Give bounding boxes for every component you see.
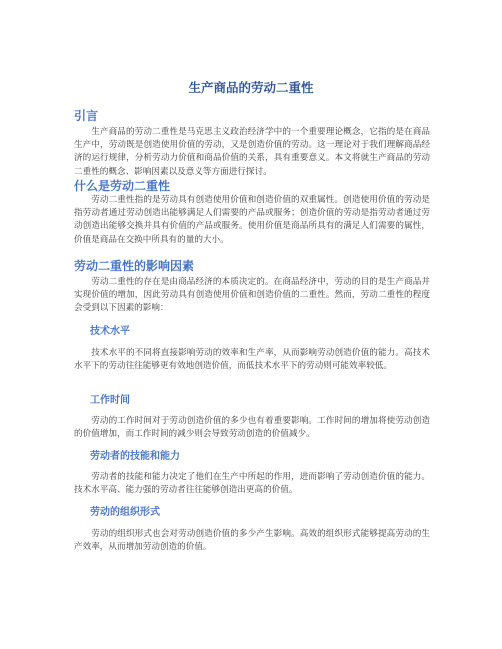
paragraph-worker-skills: 劳动者的技能和能力决定了他们在生产中所起的作用，进而影响了劳动创造价值的能力。技术水平高、能力强的劳动者往往能够创造出更高的价值。	[74, 472, 430, 496]
paragraph-labor-organization: 劳动的组织形式也会对劳动创造价值的多少产生影响。高效的组织形式能够提高劳动的生产效率，从而增加劳动创造的价值。	[74, 529, 430, 553]
subheading-technology-level: 技术水平	[90, 326, 130, 337]
heading-factors: 劳动二重性的影响因素	[74, 259, 195, 273]
paragraph-factors: 劳动二重性的存在是由商品经济的本质决定的。在商品经济中，劳动的目的是生产商品并实现价值的增加，因此劳动具有创造使用价值和创造价值的二重性。然而，劳动二重性的程度会受到以下因素的影响：	[74, 277, 430, 314]
paragraph-working-time: 劳动的工作时间对于劳动创造价值的多少也有着重要影响。工作时间的增加将使劳动创造的价值增加，而工作时间的减少则会导致劳动创造的价值减少。	[74, 416, 430, 440]
paragraph-definition: 劳动二重性指的是劳动具有创造使用价值和创造价值的双重属性。创造使用价值的劳动是指劳动者通过劳动创造出能够满足人们需要的产品或服务；创造价值的劳动是指劳动者通过劳动创造出能够交换并具有价值的产品或服务。使用价值是商品所具有的满足人们需要的属性，价值是商品在交换中所具有的量的大小。	[74, 195, 430, 245]
heading-definition: 什么是劳动二重性	[74, 179, 171, 193]
subheading-labor-organization: 劳动的组织形式	[90, 507, 160, 518]
paragraph-introduction: 生产商品的劳动二重性是马克思主义政治经济学中的一个重要理论概念，它指的是在商品生产中，劳动既是创造使用价值的劳动，又是创造价值的劳动。这一理论对于我们理解商品经济的运行规律，分析劳动力价值和商品价值的关系，具有重要意义。本文将就生产商品的劳动二重性的概念、影响因素以及意义等方面进行探讨。	[74, 127, 430, 177]
document-title: 生产商品的劳动二重性	[188, 80, 314, 95]
heading-introduction: 引言	[74, 109, 99, 123]
subheading-working-time: 工作时间	[90, 395, 130, 406]
subheading-worker-skills: 劳动者的技能和能力	[90, 451, 180, 462]
paragraph-technology-level: 技术水平的不同将直接影响劳动的效率和生产率，从而影响劳动创造价值的能力。高技术水平下的劳动往往能够更有效地创造价值，而低技术水平下的劳动则可能效率较低。	[74, 348, 430, 372]
